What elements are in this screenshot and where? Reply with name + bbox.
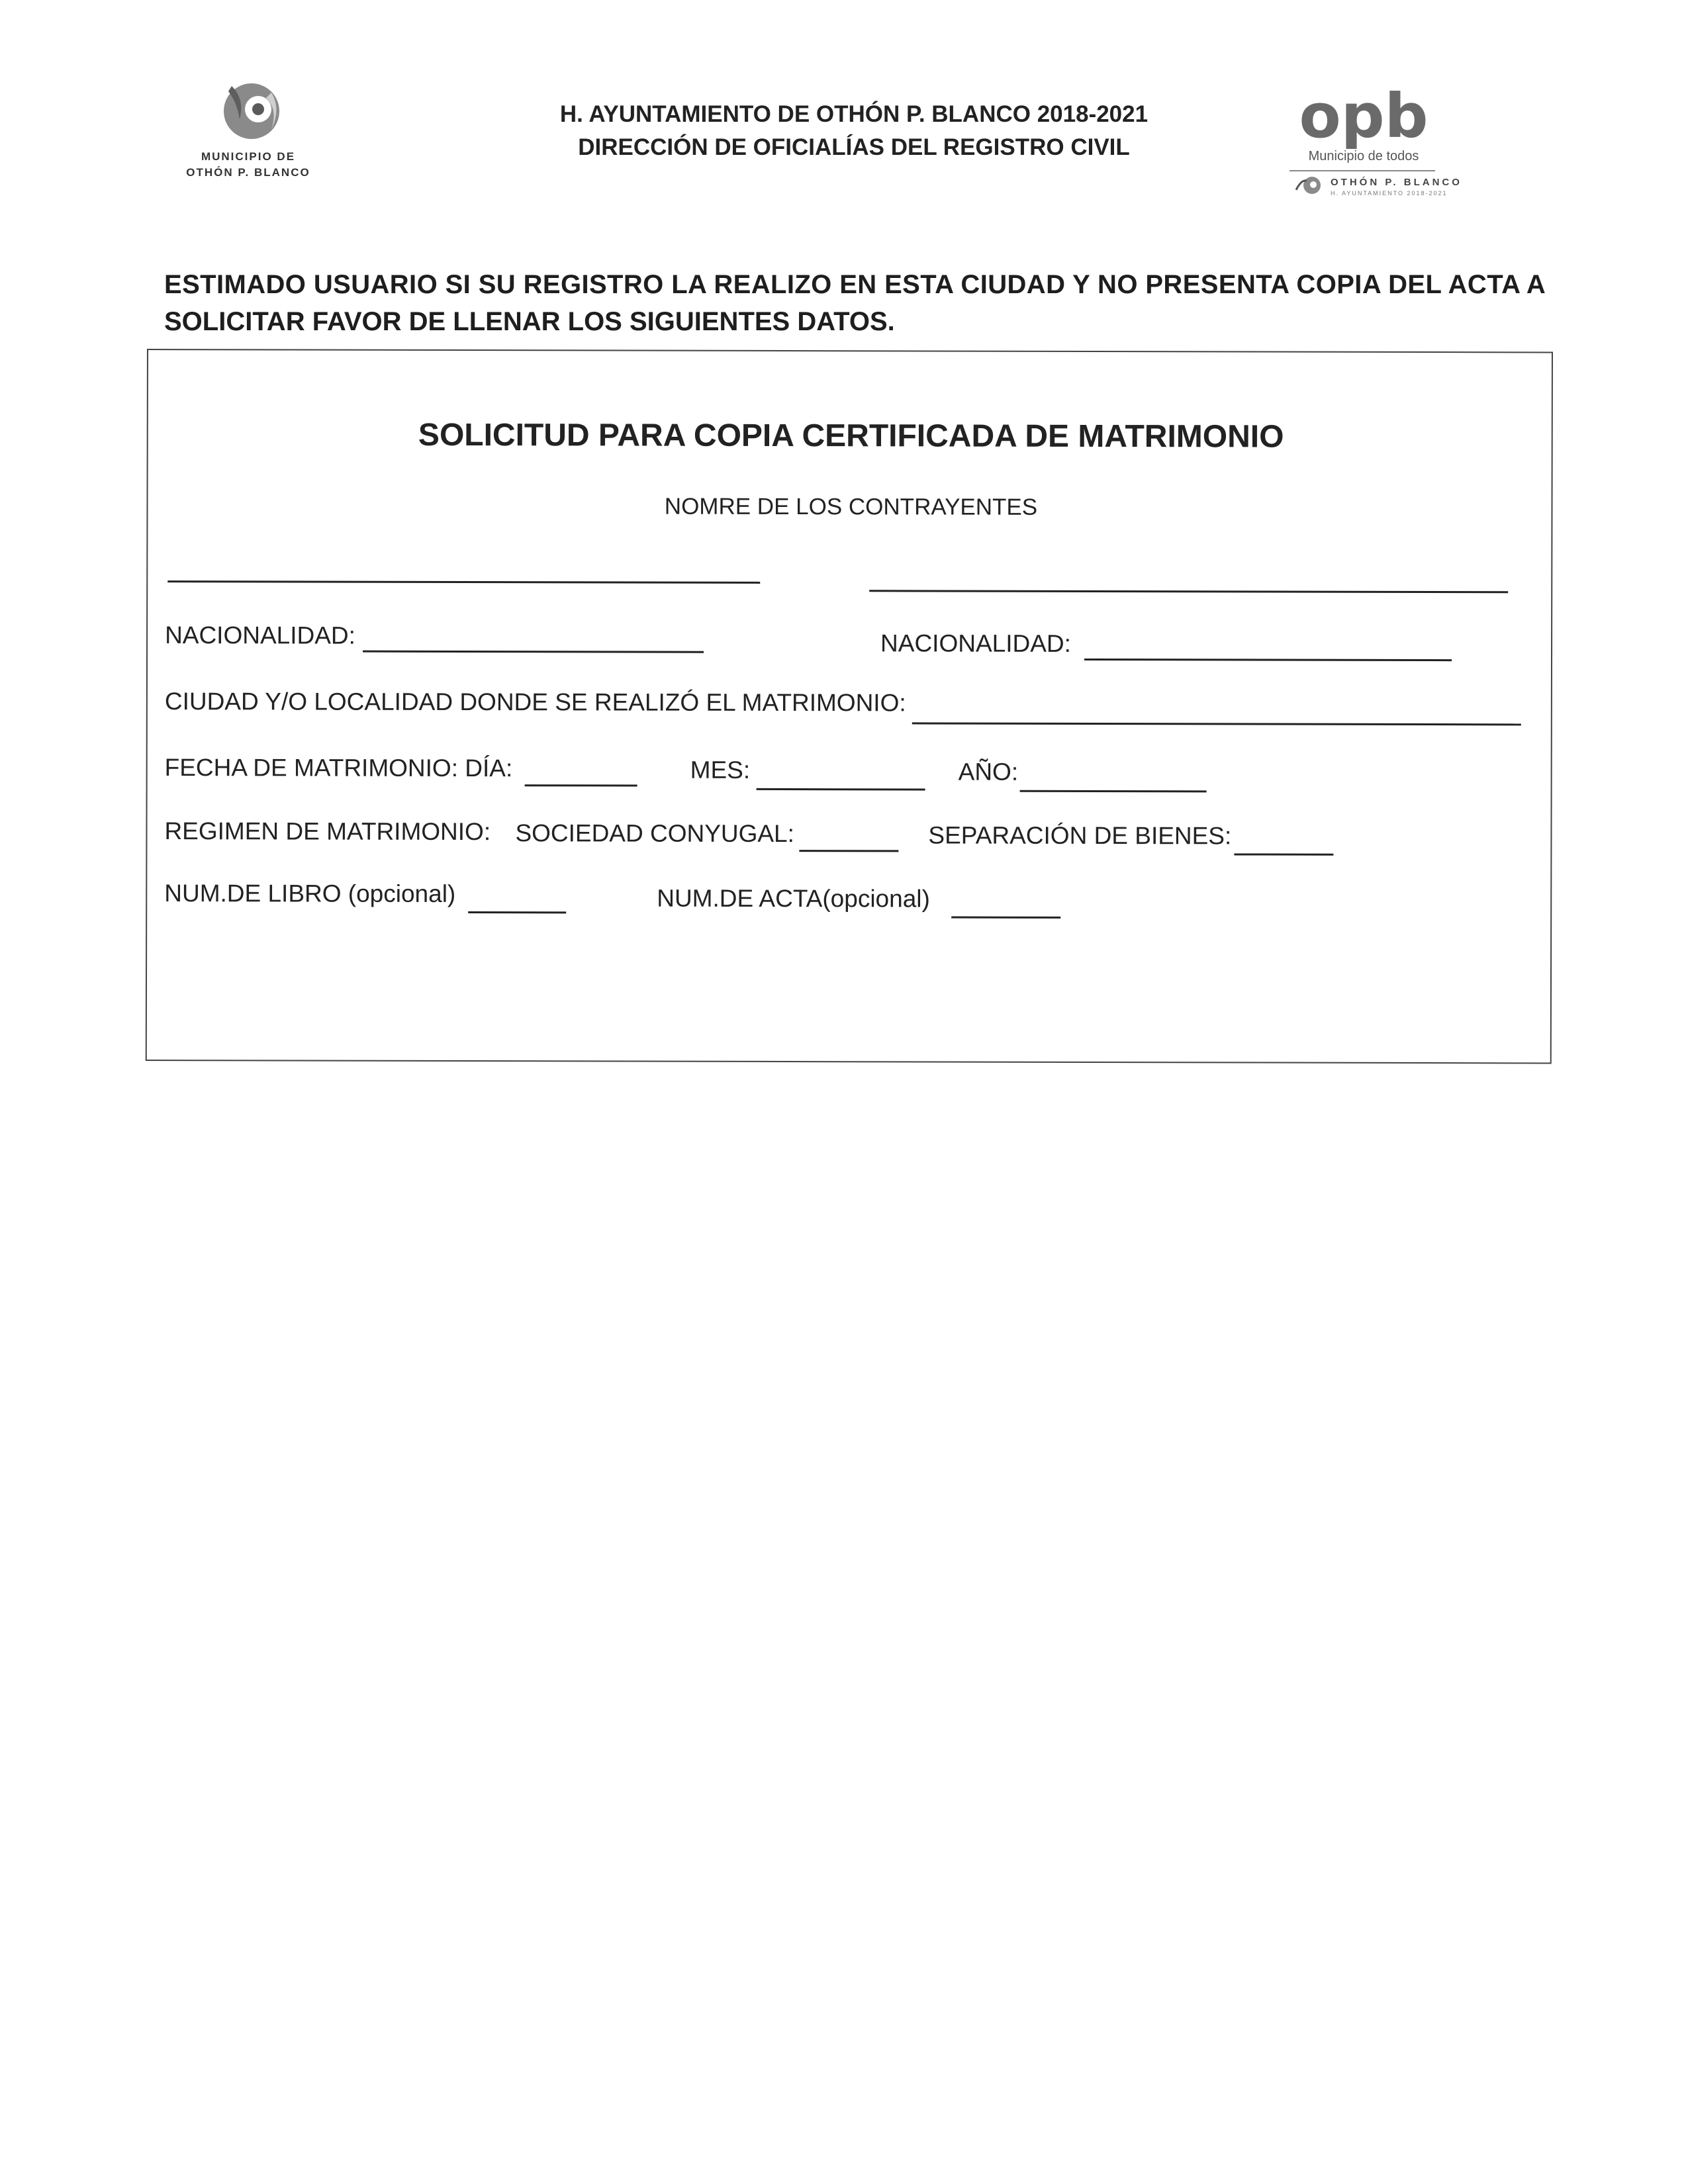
page-header: [463, 98, 1244, 164]
municipio-emblem-icon: [165, 73, 331, 146]
sociedad-field[interactable]: [799, 850, 898, 852]
contrayente-2-name-field[interactable]: [869, 590, 1508, 593]
header-title-line1: H. AYUNTAMIENTO DE OTHÓN P. BLANCO 2018-2021: [559, 101, 1149, 127]
header-title-line2: DIRECCIÓN DE OFICIALÍAS DEL REGISTRO CIVIL: [578, 134, 1130, 160]
nacionalidad-1-field[interactable]: [363, 651, 704, 653]
separacion-field[interactable]: [1234, 853, 1333, 855]
fecha-anio-field[interactable]: [1020, 790, 1207, 793]
nacionalidad-2-label: NACIONALIDAD:: [880, 629, 1071, 657]
notice-line2: SOLICITAR FAVOR DE LLENAR LOS SIGUIENTES DATOS.: [164, 307, 895, 336]
municipio-logo: [165, 73, 331, 185]
notice-line1: ESTIMADO USUARIO SI SU REGISTRO LA REALIZO EN ESTA CIUDAD Y NO PRESENTA COPIA DEL ACTA A: [164, 270, 1546, 299]
fecha-dia-label: FECHA DE MATRIMONIO: DÍA:: [164, 754, 513, 782]
fecha-mes-label: MES:: [690, 756, 751, 784]
separacion-label: SEPARACIÓN DE BIENES:: [928, 821, 1232, 850]
opb-brand-sub: H. AYUNTAMIENTO 2018-2021: [1331, 190, 1448, 197]
libro-field[interactable]: [468, 911, 566, 913]
form-title: SOLICITUD PARA COPIA CERTIFICADA DE MATRIMONIO: [418, 417, 1284, 455]
nacionalidad-1-label: NACIONALIDAD:: [165, 621, 355, 649]
fecha-mes-field[interactable]: [757, 788, 925, 791]
sociedad-label: SOCIEDAD CONYUGAL:: [515, 819, 794, 848]
regimen-label: REGIMEN DE MATRIMONIO:: [164, 817, 491, 846]
fecha-anio-label: AÑO:: [958, 758, 1019, 786]
opb-tagline: Municipio de todos: [1308, 149, 1419, 163]
logo-caption-line2: OTHÓN P. BLANCO: [186, 166, 310, 179]
contrayente-1-name-field[interactable]: [167, 580, 760, 584]
ciudad-field[interactable]: [912, 722, 1521, 725]
request-form: [146, 349, 1553, 1064]
municipio-logo-caption: [165, 149, 331, 181]
opb-wordmark-text: opb: [1299, 89, 1429, 149]
opb-wordmark-icon: [1278, 89, 1450, 149]
opb-divider: [1289, 170, 1435, 171]
ciudad-label: CIUDAD Y/O LOCALIDAD DONDE SE REALIZÓ EL MATRIMONIO:: [164, 688, 906, 717]
logo-caption-line1: MUNICIPIO DE: [201, 150, 296, 163]
mini-emblem-icon: [1292, 174, 1325, 195]
form-subtitle: NOMRE DE LOS CONTRAYENTES: [664, 493, 1038, 520]
nacionalidad-2-field[interactable]: [1084, 659, 1452, 661]
acta-label: NUM.DE ACTA(opcional): [657, 884, 930, 913]
opb-brand: OTHÓN P. BLANCO: [1331, 177, 1462, 188]
libro-label: NUM.DE LIBRO (opcional): [164, 880, 456, 907]
acta-field[interactable]: [951, 917, 1060, 919]
fecha-dia-field[interactable]: [525, 784, 637, 786]
opb-logo: [1278, 89, 1476, 202]
user-notice: [164, 266, 1548, 340]
